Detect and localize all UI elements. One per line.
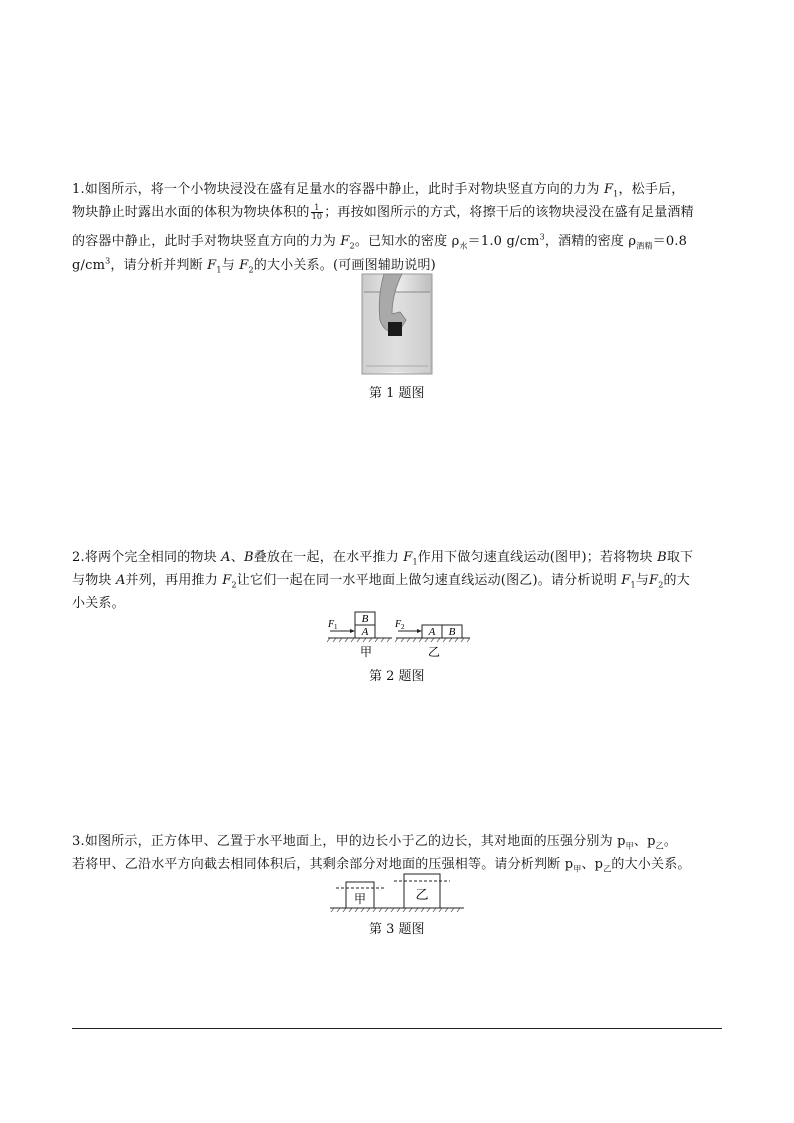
label-f1: F bbox=[328, 619, 335, 630]
figure-2-caption: 第 2 题图 bbox=[369, 669, 425, 684]
q1-line-4: $g/cm^3$，请分析并判断 $F_1$与 $F_2$的大小关系。(可画图辅助说明) bbox=[72, 256, 436, 275]
figure-3-diagram bbox=[328, 872, 468, 916]
label-a-yi: A bbox=[428, 626, 436, 638]
q2-line-1: 2.将两个完全相同的物块 A、B叠放在一起，在水平推力 $F_1$作用下做匀速直线运动(图甲)；若将物块 B取下 bbox=[72, 550, 694, 567]
q3-line-2: 若将甲、乙沿水平方向截去相同体积后，其剩余部分对地面的压强相等。请分析判断 $p_甲$、$p_乙$的大小关系。 bbox=[72, 857, 691, 874]
label-yi-cube: 乙 bbox=[415, 887, 429, 902]
label-a-jia: A bbox=[361, 626, 369, 638]
fraction-one-tenth: $\frac{1}{10}$ bbox=[311, 203, 323, 221]
footer-rule bbox=[72, 1028, 722, 1029]
figure-2-diagram bbox=[320, 610, 480, 660]
label-b-yi: B bbox=[448, 626, 456, 638]
q2-line-3: 小关系。 bbox=[72, 596, 125, 611]
label-jia: 甲 bbox=[360, 645, 373, 659]
q3-line-1: 3.如图所示，正方体甲、乙置于水平地面上，甲的边长小于乙的边长，其对地面的压强分别为 $p_甲$、$p_乙$。 bbox=[72, 834, 678, 851]
figure-3-caption: 第 3 题图 bbox=[369, 922, 425, 937]
q1-line-3: 的容器中静止，此时手对物块竖直方向的力为 $F_2$。已知水的密度 $\rho_水=1.0$ $g/cm^3$，酒精的密度 $\rho_{酒精}=0.8$ bbox=[72, 232, 688, 251]
label-f2: F bbox=[395, 619, 402, 630]
label-f1-sub: 1 bbox=[334, 623, 338, 631]
label-yi: 乙 bbox=[428, 645, 441, 659]
q1-line-1: 1.如图所示，将一个小物块浸没在盛有足量水的容器中静止，此时手对物块竖直方向的力为 $F_1$，松手后， bbox=[72, 182, 685, 199]
figure-1-caption: 第 1 题图 bbox=[369, 386, 425, 401]
label-jia-cube: 甲 bbox=[353, 892, 367, 906]
label-f2-sub: 2 bbox=[401, 623, 405, 631]
label-b-jia: B bbox=[361, 613, 369, 625]
q2-line-2: 与物块 A并列，再用推力 $F_2$让它们一起在同一水平地面上做匀速直线运动(图乙)。请分析说明 $F_1$与$F_2$的大 bbox=[72, 573, 690, 590]
q1-line-2: 物块静止时露出水面的体积为物块体积的 $\frac{1}{10}$ ；再按如图所示的方式，将擦干后的该物块浸没在盛有足量酒精 bbox=[72, 203, 694, 221]
container-photo bbox=[362, 274, 432, 374]
